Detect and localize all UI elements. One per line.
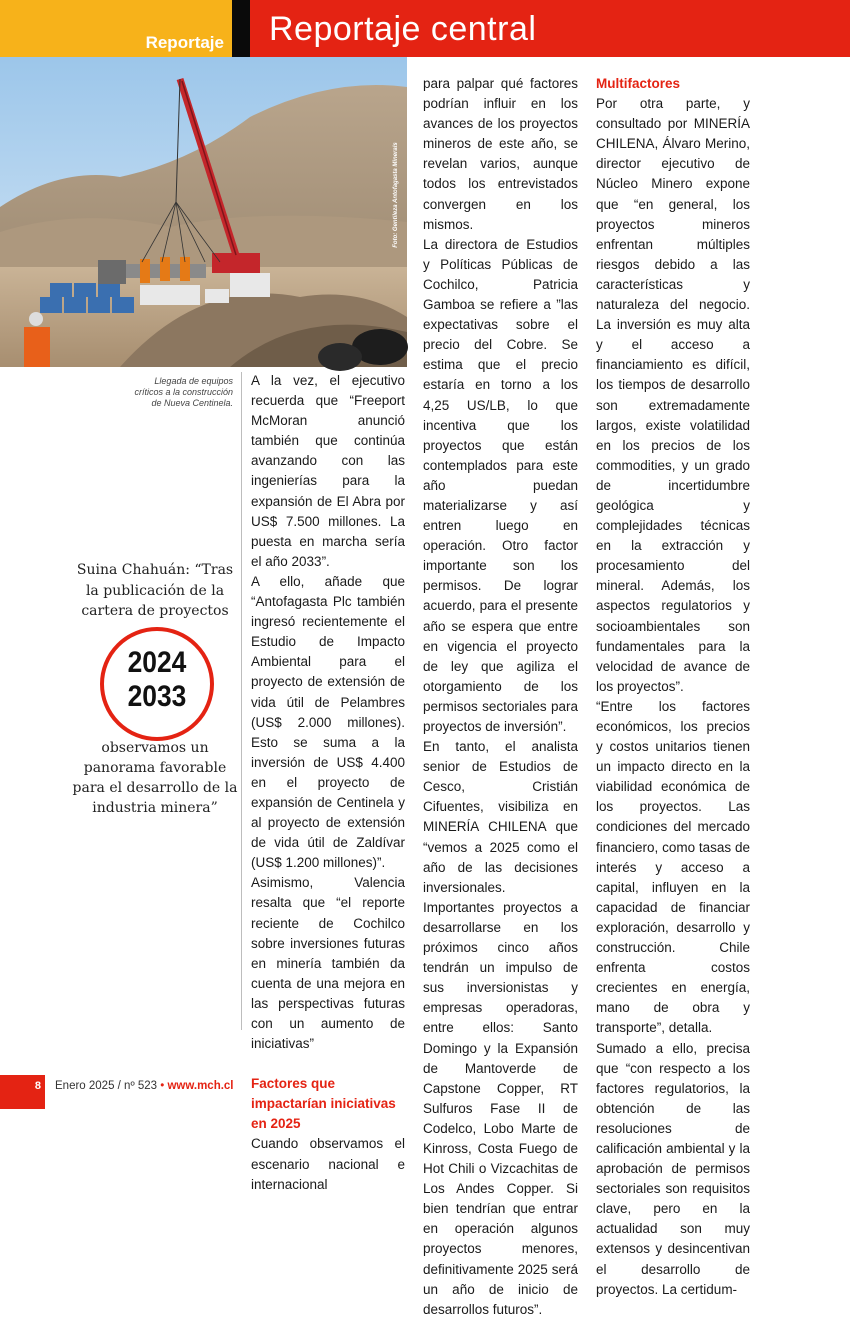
paragraph: Sumado a ello, precisa que “con respecto a los factores regulatorios, la obtención de las resoluciones de calificación ambiental y la aprobación de permisos sectoriales son requisitos clave, pero en la actualidad son muy extensos y desincentivan el desarrollo de proyectos. La certidum- bbox=[596, 1040, 750, 1297]
pull-quote-top: Suina Chahuán: “Tras la publicación de la cartera de proyectos bbox=[76, 562, 234, 619]
section-heading: Factores que impactarían iniciativas en 2025 bbox=[251, 1076, 396, 1132]
pull-quote-bottom: observamos un panorama favorable para el desarrollo de la industria minera” bbox=[72, 740, 238, 816]
paragraph: Asimismo, Valencia resalta que “el reporte reciente de Cochilco sobre inversiones futuras en minería también da cuenta de una mejora en las perspectivas futuras con un aumento de iniciativas” bbox=[251, 875, 405, 1052]
paragraph: para palpar qué factores podrían influir en los avances de los proyectos mineros de este año, se revelan varios, aunque todos los entrevistados convergen en los mismos. bbox=[423, 76, 578, 232]
issue-label: Enero 2025 / nº 523 bbox=[55, 1080, 158, 1092]
photo-credit: Foto: Gentileza Antofagasta Minerals bbox=[393, 142, 399, 248]
paragraph: A ello, añade que “Antofagasta Plc también ingresó recientemente el Estudio de Impacto Ambiental para el proyecto de extensión de vida útil de Pelambres (US$ 2.000 millones). Esto se suma a la inversión de US$ 4.400 en el proyecto de expansión de Centinela y al proyecto de extensión de vida útil de Zaldívar (US$ 1.200 millones)”. bbox=[251, 573, 405, 871]
section-label: Reportaje bbox=[145, 33, 224, 52]
photo-caption: Llegada de equipos críticos a la construcción de Nueva Centinela. bbox=[134, 376, 233, 408]
article-column-3 bbox=[596, 74, 750, 1297]
spacer bbox=[251, 1054, 405, 1074]
section-heading: Multifactores bbox=[596, 76, 681, 91]
paragraph: “Entre los factores económicos, los precios y costos unitarios tienen un impacto directo en la viabilidad económica de los proyectos. Las condiciones del mercado financiero, como tasas de interés y acceso a capital, influyen en la capacidad de financiar exploración, desarrollo y construcción. Chile enfrenta costos crecientes en energía, mano de obra y transporte”, detalla. bbox=[596, 698, 750, 1036]
section-label-bar bbox=[0, 0, 232, 57]
page-number-block bbox=[0, 1075, 45, 1109]
article-column-2 bbox=[423, 74, 578, 1317]
paragraph: A la vez, el ejecutivo recuerda que “Freeport McMoran anunció también que continúa avanzando con las ingenierías para la expansión de El Abra por US$ 7.500 millones. La puesta en marcha sería el año 2033”. bbox=[251, 373, 405, 569]
column-divider bbox=[241, 372, 242, 1030]
footer-text bbox=[55, 1080, 234, 1092]
paragraph: La directora de Estudios y Políticas Públicas de Cochilco, Patricia Gamboa se refiere a ”las expectativas sobre el precio del Cobre. Se estima que el precio estaría en torno a los 4,25 US/LB, lo que incentiva que los proyectos que están contemplados para este año puedan materializarse y así entren luego en operación. Otro factor importante son los permisos. De lograr acuerdo, para el presente año se espera que entre en vigencia el proyecto de ley que agiliza el otorgamiento de los permisos sectoriales para proyectos de inversión”. bbox=[423, 236, 578, 734]
footer-separator: • bbox=[160, 1080, 165, 1092]
construction-photo bbox=[0, 57, 407, 367]
header-title-bar bbox=[250, 0, 850, 57]
article-column-1 bbox=[251, 371, 405, 1192]
header-divider bbox=[232, 0, 250, 57]
paragraph: Cuando observamos el escenario nacional e internacional bbox=[251, 1136, 405, 1192]
website-link[interactable]: www.mch.cl bbox=[167, 1080, 234, 1092]
pull-quote-year-end: 2033 bbox=[127, 680, 187, 713]
pull-quote-year-start: 2024 bbox=[127, 646, 187, 679]
page-title: Reportaje central bbox=[269, 10, 537, 48]
page-number: 8 bbox=[34, 1080, 41, 1092]
paragraph: En tanto, el analista senior de Estudios de Cesco, Cristián Cifuentes, visibiliza en MINERÍA CHILENA que “vemos a 2025 como el año de las decisiones inversionales. Importantes proyectos a desarrollarse en los próximos cinco años tendrán un impulso de sus inversionistas y empresas operadoras, entre ellos: Santo Domingo y la Expansión de Mantoverde de Capstone Copper, RT Sulfuros Fase II de Codelco, Lobo Marte de Kinross, Costa Fuego de Hot Chili o Vizcachitas de Los Andes Copper. Si bien tendrían que entrar en operación algunos proyectos menores, definitivamente 2025 será un año de inicio de desarrollos futuros”. bbox=[423, 739, 578, 1317]
paragraph: Por otra parte, y consultado por MINERÍA CHILENA, Álvaro Merino, director ejecutivo de Núcleo Minero expone que “en general, los proyectos mineros enfrentan múltiples riesgos debido a las características y naturaleza del negocio. La inversión es muy alta y el acceso a financiamiento es difícil, los tiempos de desarrollo son extremadamente largos, existe volatilidad en los precios de los commodities, y un grado de incertidumbre geológica y complejidades técnicas en la extracción y procesamiento del mineral. Además, los aspectos regulatorios y socioambientales son fundamentales para la velocidad de avance de los proyectos”. bbox=[596, 96, 750, 694]
